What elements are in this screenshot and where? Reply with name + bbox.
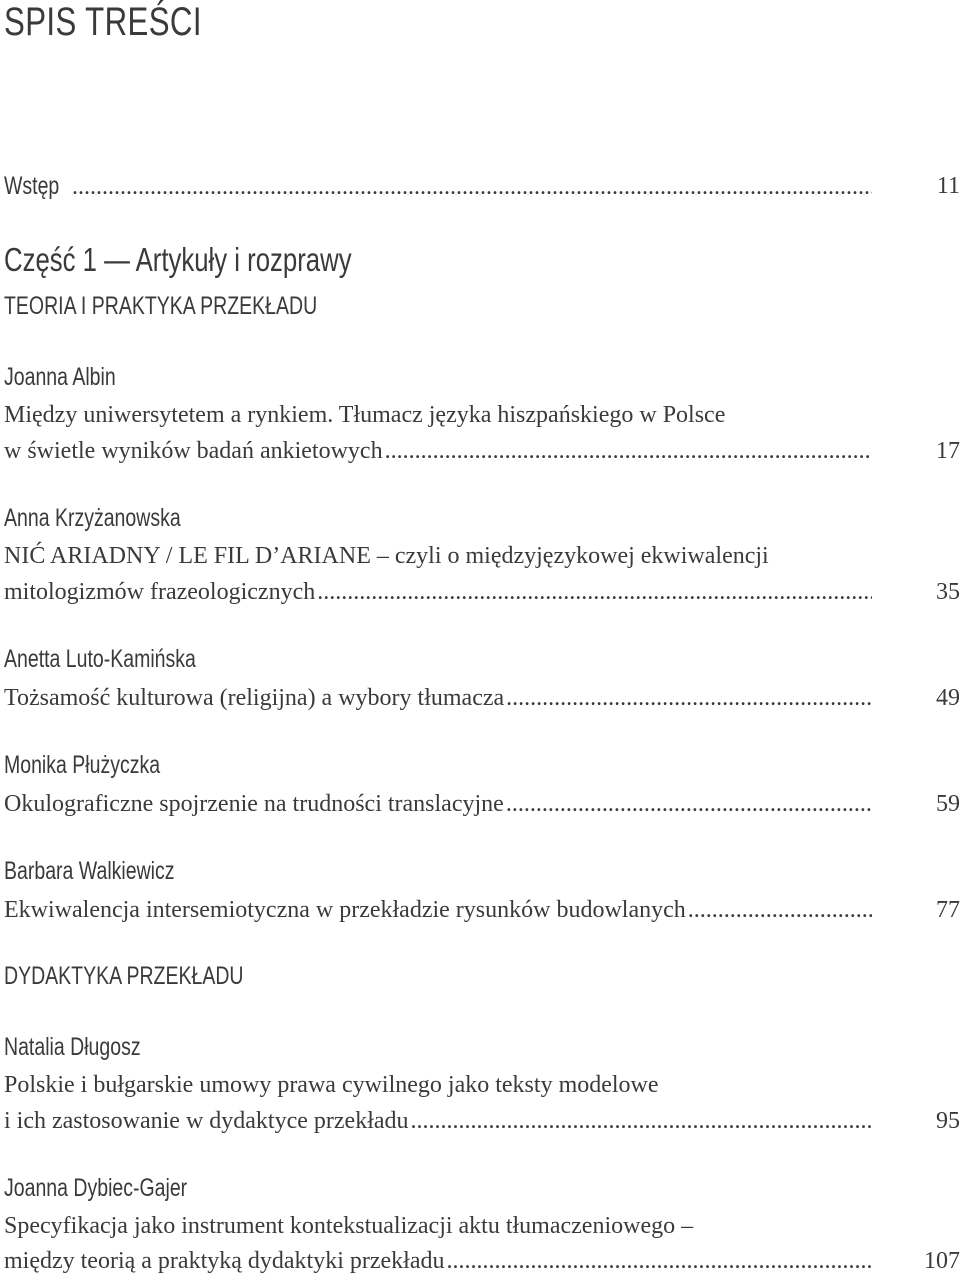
- entry-author: [4, 1033, 179, 1062]
- entry-page-number: 49: [936, 685, 960, 711]
- entry-page-number: 17: [936, 438, 960, 464]
- leader-dots: [447, 1243, 873, 1279]
- section-heading-text: TEORIA I PRAKTYKA PRZEKŁADU: [4, 292, 318, 320]
- author-name: Monika Płużyczka: [4, 751, 161, 779]
- entry-author: [4, 363, 147, 392]
- section-heading: [4, 292, 406, 321]
- entry-title-line[interactable]: Specyfikacja jako instrument kontekstualizacji aktu tłumaczeniowego –: [4, 1213, 694, 1239]
- entry-page-number: 59: [936, 791, 960, 817]
- entry-title-text: Okulograficzne spojrzenie na trudności translacyjne: [4, 791, 504, 817]
- section-heading-text: DYDAKTYKA PRZEKŁADU: [4, 962, 244, 990]
- author-name: Natalia Długosz: [4, 1033, 141, 1061]
- toc-entry-intro[interactable]: [4, 168, 872, 205]
- entry-author: [4, 504, 231, 533]
- leader-dots: [411, 1103, 872, 1139]
- part-title-text: Część 1 — Artykuły i rozprawy: [4, 241, 352, 278]
- entry-title-line[interactable]: NIĆ ARIADNY / LE FIL D’ARIANE – czyli o międzyjęzykowej ekwiwalencji: [4, 543, 769, 569]
- entry-title-text: mitologizmów frazeologicznych: [4, 579, 316, 605]
- leader-dots: [72, 169, 872, 205]
- entry-title-text: w świetle wyników badań ankietowych: [4, 438, 383, 464]
- entry-page-number: 95: [936, 1108, 960, 1134]
- leader-dots: [317, 574, 872, 610]
- leader-dots: [506, 680, 872, 716]
- entry-title-last-line[interactable]: [4, 680, 872, 716]
- entry-author: [4, 1174, 239, 1203]
- entry-title-last-line[interactable]: [4, 1103, 872, 1139]
- author-name: Joanna Dybiec-Gajer: [4, 1174, 188, 1202]
- entry-title-last-line[interactable]: [4, 1243, 872, 1279]
- part-title: [4, 241, 450, 279]
- entry-author: [4, 751, 204, 780]
- leader-dots: [688, 892, 872, 928]
- entry-title-text: Tożsamość kulturowa (religijna) a wybory tłumacza: [4, 685, 505, 711]
- entry-author: [4, 857, 223, 886]
- author-name: Barbara Walkiewicz: [4, 857, 175, 885]
- entry-title-line[interactable]: Polskie i bułgarskie umowy prawa cywilnego jako teksty modelowe: [4, 1072, 659, 1098]
- page-title: [4, 0, 258, 45]
- intro-page-number: 11: [936, 173, 960, 199]
- intro-label: Wstęp: [4, 172, 60, 200]
- entry-page-number: 77: [936, 897, 960, 923]
- section-heading: [4, 962, 311, 991]
- entry-author: [4, 645, 250, 674]
- entry-title-text: Ekwiwalencja intersemiotyczna w przekładzie rysunków budowlanych: [4, 897, 686, 923]
- entry-title-last-line[interactable]: [4, 433, 872, 469]
- entry-title-last-line[interactable]: [4, 786, 872, 822]
- entry-page-number: 35: [936, 579, 960, 605]
- leader-dots: [385, 433, 872, 469]
- entry-title-last-line[interactable]: [4, 574, 872, 610]
- page-title-text: SPIS TREŚCI: [4, 0, 202, 44]
- author-name: Anna Krzyżanowska: [4, 504, 181, 532]
- author-name: Anetta Luto-Kamińska: [4, 645, 196, 673]
- entry-title-text: między teorią a praktyką dydaktyki przekładu: [4, 1248, 445, 1274]
- author-name: Joanna Albin: [4, 363, 116, 391]
- entry-title-last-line[interactable]: [4, 892, 872, 928]
- entry-title-line[interactable]: Między uniwersytetem a rynkiem. Tłumacz języka hiszpańskiego w Polsce: [4, 402, 726, 428]
- entry-title-text: i ich zastosowanie w dydaktyce przekładu: [4, 1108, 409, 1134]
- leader-dots: [506, 786, 872, 822]
- entry-page-number: 107: [924, 1248, 960, 1274]
